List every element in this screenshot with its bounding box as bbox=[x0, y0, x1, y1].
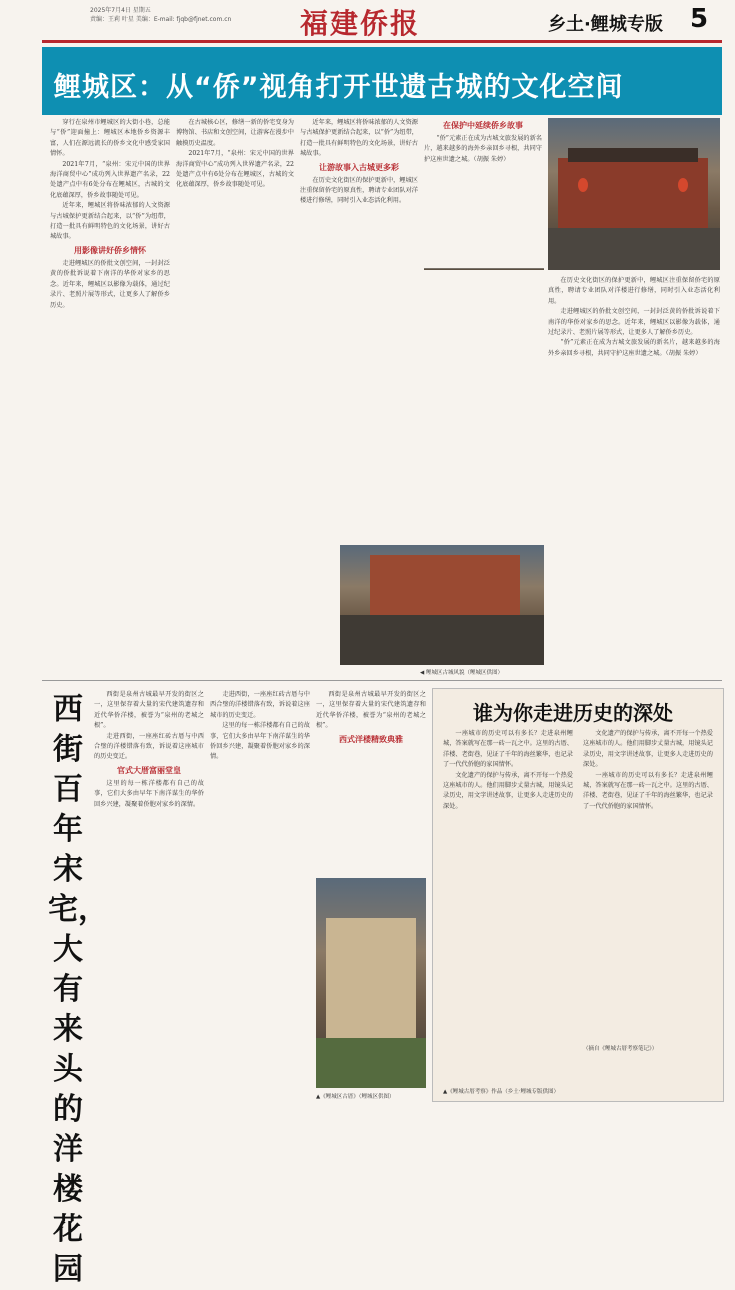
subhead: 在保护中延续侨乡故事 bbox=[443, 121, 523, 130]
paragraph: 西街是泉州古城最早开发的街区之一，这里保存着大量的宋代建筑遗存和近代华侨洋楼，被誉为“泉州的老城之根”。 bbox=[94, 691, 204, 730]
courtyard-photo bbox=[340, 545, 544, 665]
headline-banner bbox=[42, 47, 722, 115]
courtyard-ground bbox=[340, 615, 544, 665]
paragraph: 这里的每一栋洋楼都有自己的故事，它们大多由早年下南洋谋生的华侨回乡兴建，凝聚着侨胞对家乡的深情。 bbox=[94, 779, 204, 808]
lantern-icon bbox=[678, 178, 688, 192]
section-divider bbox=[42, 680, 722, 681]
article2-column-2 bbox=[210, 690, 310, 1090]
paragraph: 文化遗产的保护与传承，离不开每一个热爱这座城市的人。他们用脚步丈量古城，用镜头记录历史，用文字讲述故事，让更多人走进历史的深处。 bbox=[443, 771, 573, 810]
masthead-logo: 福建侨报 bbox=[300, 7, 421, 40]
subhead: 西式洋楼精致典雅 bbox=[339, 734, 403, 744]
paragraph: 这里的每一栋洋楼都有自己的故事，它们大多由早年下南洋谋生的华侨回乡兴建，凝聚着侨胞对家乡的深情。 bbox=[210, 722, 310, 761]
villa-facade bbox=[326, 918, 416, 1038]
box-column-2 bbox=[583, 729, 713, 1039]
paragraph: “侨”元素正在成为古城文旅发展的新名片，越来越多的海外乡亲回乡寻根，共同守护这座世遗之城。（胡振 朱婷） bbox=[548, 339, 720, 357]
western-villa-photo bbox=[316, 878, 426, 1088]
building-facade bbox=[558, 158, 708, 228]
paragraph: 文化遗产的保护与传承，离不开每一个热爱这座城市的人。他们用脚步丈量古城，用镜头记录历史，用文字讲述故事，让更多人走进历史的深处。 bbox=[583, 730, 713, 769]
subhead: 用影像讲好侨乡情怀 bbox=[74, 245, 146, 255]
paragraph: 走进西街，一座座红砖古厝与中西合璧的洋楼错落有致，诉说着这座城市的历史变迁。 bbox=[94, 732, 204, 761]
photo-caption: ▲《鲤城区古厝》（鲤城区供图） bbox=[316, 1094, 395, 1100]
paragraph: 2021年7月，“泉州：宋元中国的世界海洋商贸中心”成功列入世界遗产名录，22处遗产点中有6处分布在鲤城区，古城的文化底蕴深厚，侨乡故事随处可见。 bbox=[50, 160, 170, 199]
lantern-icon bbox=[578, 178, 588, 192]
article2-column-1 bbox=[94, 690, 204, 1090]
paragraph: 一座城市的历史可以有多长？走进泉州鲤城，答案就写在那一砖一瓦之中。这里的古厝、洋楼、老街巷，见证了千年的海丝繁华，也记录了一代代侨胞的家国情怀。 bbox=[583, 771, 713, 810]
vertical-title: 西街百年宋宅，大有来头的洋楼花园 bbox=[48, 692, 108, 1287]
paragraph: 走进鲤城区的侨批文创空间，一封封泛黄的侨批诉说着下南洋的华侨对家乡的思念。近年来，鲤城区以影像为载体，通过纪录片、老照片展等形式，让更多人了解侨乡历史。 bbox=[50, 259, 170, 309]
header-rule bbox=[42, 40, 722, 43]
building-facade bbox=[370, 555, 520, 615]
paragraph: 西街是泉州古城最早开发的街区之一，这里保存着大量的宋代建筑遗存和近代华侨洋楼，被誉为“泉州的老城之根”。 bbox=[316, 691, 426, 730]
old-house-photo bbox=[548, 118, 720, 270]
paragraph: 走进西街，一座座红砖古厝与中西合璧的洋楼错落有致，诉说着这座城市的历史变迁。 bbox=[210, 691, 310, 719]
headline: 鲤城区：从“侨”视角打开世遗古城的文化空间 bbox=[54, 72, 624, 103]
box-title: 谁为你走进历史的深处 bbox=[473, 701, 673, 725]
paragraph: 近年来，鲤城区将侨味浓郁的人文资源与古城保护更新结合起来，以“侨”为纽带，打造一批具有鲜明特色的文化场景，讲好古城故事。 bbox=[300, 119, 418, 158]
photo-caption: ◀ 鲤城区古城风貌（鲤城区供图） bbox=[420, 670, 503, 676]
photo-frame-top bbox=[424, 268, 544, 270]
box-photo-caption: ▲《鲤城古厝考察》作品（乡土·鲤城专版供图） bbox=[443, 1089, 559, 1095]
box-column-1 bbox=[443, 729, 573, 1049]
article1-column-2 bbox=[176, 118, 294, 658]
paragraph: 走进鲤城区的侨批文创空间，一封封泛黄的侨批诉说着下南洋的华侨对家乡的思念。近年来，鲤城区以影像为载体，通过纪录片、老照片展等形式，让更多人了解侨乡历史。 bbox=[548, 308, 720, 337]
page-number: 5 bbox=[690, 4, 709, 34]
subhead: 官式大厝富丽堂皇 bbox=[117, 765, 181, 775]
paragraph: 在古城核心区，修缮一新的侨宅变身为博物馆、书店和文创空间，让游客在漫步中触摸历史温度。 bbox=[176, 119, 294, 147]
street bbox=[548, 228, 720, 270]
article1-column-5 bbox=[548, 276, 720, 666]
section-label: 乡土·鲤城专版 bbox=[548, 14, 663, 35]
box-signature: （摘自《鲤城古厝考察笔记》） bbox=[583, 1046, 658, 1052]
roof bbox=[568, 148, 698, 162]
paragraph: 在历史文化街区的保护更新中，鲤城区注重保留侨宅的原真性，聘请专业团队对洋楼进行修缮，同时引入业态活化利用。 bbox=[300, 176, 418, 205]
paragraph: 近年来，鲤城区将侨味浓郁的人文资源与古城保护更新结合起来，以“侨”为纽带，打造一批具有鲜明特色的文化场景，讲好古城故事。 bbox=[50, 202, 170, 241]
paragraph: 在历史文化街区的保护更新中，鲤城区注重保留侨宅的原真性，聘请专业团队对洋楼进行修缮，同时引入业态活化利用。 bbox=[548, 277, 720, 305]
feature-box bbox=[432, 688, 724, 1102]
paragraph: 2021年7月，“泉州：宋元中国的世界海洋商贸中心”成功列入世界遗产名录，22处遗产点中有6处分布在鲤城区，古城的文化底蕴深厚，侨乡故事随处可见。 bbox=[176, 150, 294, 189]
garden bbox=[316, 1038, 426, 1088]
paragraph: “侨”元素正在成为古城文旅发展的新名片，越来越多的海外乡亲回乡寻根，共同守护这座世遗之城。（胡振 朱婷） bbox=[424, 135, 542, 163]
subhead: 让游故事入古城更多彩 bbox=[319, 162, 399, 172]
paragraph: 穿行在泉州市鲤城区的大街小巷，总能与“侨”迎面撞上：鲤城区本地侨乡资源丰富，人们在源远流长的侨乡文化中感受家国情怀。 bbox=[50, 119, 170, 158]
paragraph: 一座城市的历史可以有多长？走进泉州鲤城，答案就写在那一砖一瓦之中。这里的古厝、洋楼、老街巷，见证了千年的海丝繁华，也记录了一代代侨胞的家国情怀。 bbox=[443, 730, 573, 769]
article1-column-1 bbox=[50, 118, 170, 658]
editor-line: 责编：王莉 叶星 美编：E-mail: fjqb@fjnet.com.cn bbox=[90, 16, 232, 23]
date-line: 2025年7月4日 星期五 bbox=[90, 7, 151, 14]
